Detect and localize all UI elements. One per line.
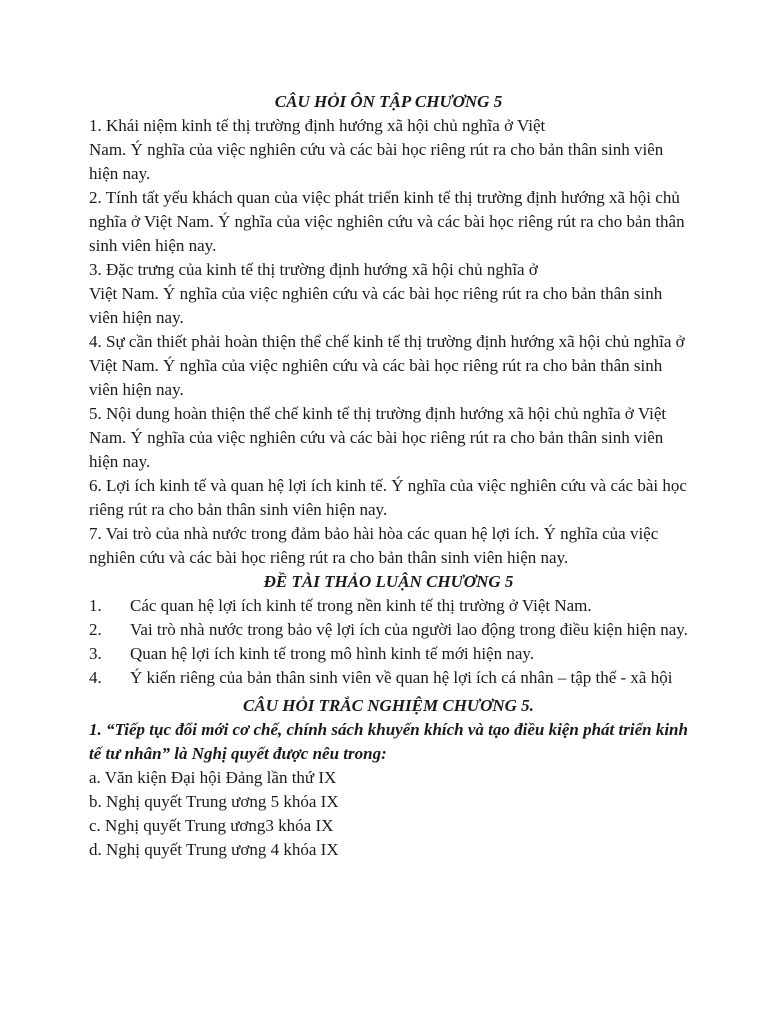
review-question-5: 5. Nội dung hoàn thiện thể chế kinh tế thị trường định hướng xã hội chủ nghĩa ở Việt Nam. Ý nghĩa của việc nghiên cứu và các bài học riêng rút ra cho bản thân sinh viên hiện nay. (89, 404, 667, 471)
discussion-topic-number: 1. (89, 596, 102, 615)
discussion-topic-text: Ý kiến riêng của bản thân sinh viên về quan hệ lợi ích cá nhân – tập thể - xã hội (130, 668, 673, 687)
review-question-3-line-1: 3. Đặc trưng của kinh tế thị trường định hướng xã hội chủ nghĩa ở (89, 260, 538, 279)
review-questions-title: CÂU HỎI ÔN TẬP CHƯƠNG 5 (274, 92, 503, 111)
review-question-1-line-1: 1. Khái niệm kinh tế thị trường định hướng xã hội chủ nghĩa ở Việt (89, 116, 546, 135)
discussion-topic-text: Vai trò nhà nước trong bảo vệ lợi ích của người lao động trong điều kiện hiện nay. (130, 620, 688, 639)
discussion-topics-title: ĐỀ TÀI THẢO LUẬN CHƯƠNG 5 (263, 572, 514, 591)
answer-option-d: d. Nghị quyết Trung ương 4 khóa IX (89, 840, 339, 859)
review-question-4: 4. Sự cần thiết phải hoàn thiện thể chế kinh tế thị trường định hướng xã hội chủ nghĩa ở Việt Nam. Ý nghĩa của việc nghiên cứu và các bài học riêng rút ra cho bản thân sinh viên hiện nay. (89, 332, 685, 399)
multiple-choice-title: CÂU HỎI TRẮC NGHIỆM CHƯƠNG 5. (243, 696, 534, 715)
discussion-topic-number: 2. (89, 620, 102, 639)
review-question-2: 2. Tính tất yếu khách quan của việc phát triển kinh tế thị trường định hướng xã hội chủ nghĩa ở Việt Nam. Ý nghĩa của việc nghiên cứu và các bài học riêng rút ra cho bản thân sinh viên hiện nay. (89, 188, 685, 255)
discussion-topic-3 (89, 642, 688, 666)
answer-option-c: c. Nghị quyết Trung ương3 khóa IX (89, 816, 334, 835)
answer-option-b: b. Nghị quyết Trung ương 5 khóa IX (89, 792, 339, 811)
review-question-3-line-2: Việt Nam. Ý nghĩa của việc nghiên cứu và các bài học riêng rút ra cho bản thân sinh viên hiện nay. (89, 284, 663, 327)
discussion-topic-number: 3. (89, 644, 102, 663)
review-question-7: 7. Vai trò của nhà nước trong đảm bảo hài hòa các quan hệ lợi ích. Ý nghĩa của việc nghiên cứu và các bài học riêng rút ra cho bản thân sinh viên hiện nay. (89, 524, 659, 567)
review-question-3 (89, 258, 688, 330)
discussion-topic-text: Quan hệ lợi ích kinh tế trong mô hình kinh tế mới hiện nay. (130, 644, 535, 663)
discussion-topic-text: Các quan hệ lợi ích kinh tế trong nền kinh tế thị trường ở Việt Nam. (130, 596, 592, 615)
review-question-1-line-2: Nam. Ý nghĩa của việc nghiên cứu và các bài học riêng rút ra cho bản thân sinh viên hiện nay. (89, 140, 664, 183)
discussion-topic-2 (89, 618, 688, 642)
answer-option-a: a. Văn kiện Đại hội Đảng lần thứ IX (89, 768, 337, 787)
review-question-6: 6. Lợi ích kinh tế và quan hệ lợi ích kinh tế. Ý nghĩa của việc nghiên cứu và các bài học riêng rút ra cho bản thân sinh viên hiện nay. (89, 476, 687, 519)
discussion-topic-number: 4. (89, 668, 102, 687)
discussion-topic-1 (89, 594, 688, 618)
discussion-topic-4 (89, 666, 688, 690)
review-question-1 (89, 114, 688, 186)
multiple-choice-question-1: 1. “Tiếp tục đổi mới cơ chế, chính sách khuyến khích và tạo điều kiện phát triển kinh tế tư nhân” là Nghị quyết được nêu trong: (89, 720, 688, 763)
